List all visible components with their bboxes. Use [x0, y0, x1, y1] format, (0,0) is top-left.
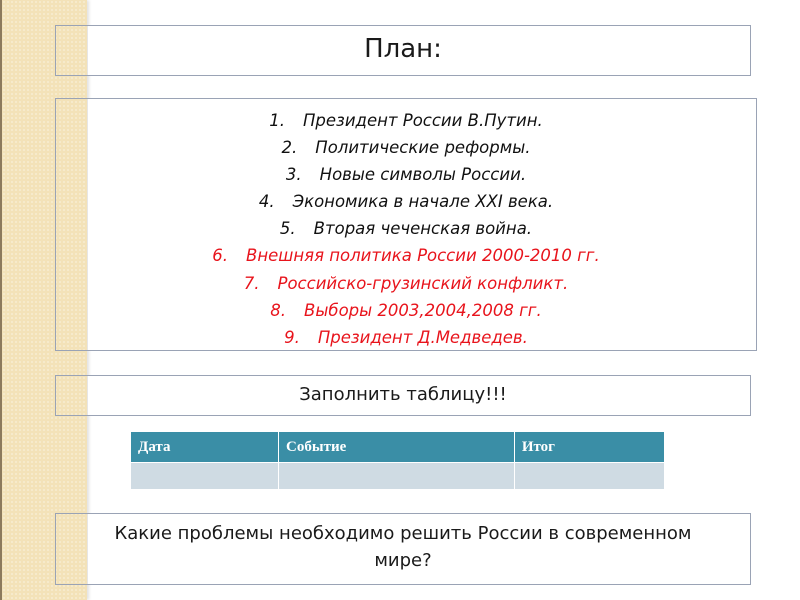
plan-item-highlighted — [56, 242, 756, 269]
table-cell-result[interactable] — [515, 463, 664, 489]
plan-item — [56, 107, 756, 134]
item-text: Внешняя политика России 2000-2010 гг. — [246, 246, 600, 266]
item-text: Выборы 2003,2004,2008 гг. — [304, 300, 542, 320]
plan-item-highlighted — [56, 297, 756, 324]
plan-box — [55, 98, 757, 351]
column-header-result: Итог — [515, 432, 664, 462]
item-number: 4. — [258, 192, 275, 212]
events-table — [130, 431, 665, 490]
plan-item — [56, 215, 756, 242]
item-number: 3. — [285, 165, 302, 185]
item-text: Новые символы России. — [319, 165, 527, 185]
item-text: Экономика в начале XXI века. — [292, 192, 554, 212]
plan-item — [56, 134, 756, 161]
item-number: 5. — [279, 219, 296, 239]
item-text: Вторая чеченская война. — [313, 219, 533, 239]
plan-item — [56, 188, 756, 215]
table-header-row — [131, 432, 664, 462]
column-header-date: Дата — [131, 432, 278, 462]
item-number: 2. — [281, 138, 298, 158]
table-row — [131, 463, 664, 489]
question-box — [55, 513, 751, 585]
item-text: Российско-грузинский конфликт. — [277, 273, 569, 293]
item-number: 7. — [243, 273, 260, 293]
column-header-event: Событие — [279, 432, 514, 462]
task-text: Заполнить таблицу!!! — [299, 384, 507, 405]
item-text: Президент России В.Путин. — [303, 111, 543, 130]
table-cell-date[interactable] — [131, 463, 278, 489]
task-box — [55, 375, 751, 416]
title-box — [55, 25, 751, 76]
plan-item-highlighted — [56, 270, 756, 297]
plan-list — [56, 107, 756, 351]
slide-title: План: — [364, 34, 442, 64]
table-cell-event[interactable] — [279, 463, 514, 489]
question-text: Какие проблемы необходимо решить России в современном мире? — [114, 523, 692, 571]
plan-item-highlighted — [56, 324, 756, 351]
plan-item — [56, 161, 756, 188]
item-text: Президент Д.Медведев. — [317, 327, 528, 347]
item-number: 6. — [212, 246, 229, 266]
item-text: Политические реформы. — [315, 138, 531, 158]
item-number: 8. — [270, 300, 287, 320]
item-number: 9. — [284, 327, 300, 347]
item-number: 1. — [269, 111, 286, 130]
